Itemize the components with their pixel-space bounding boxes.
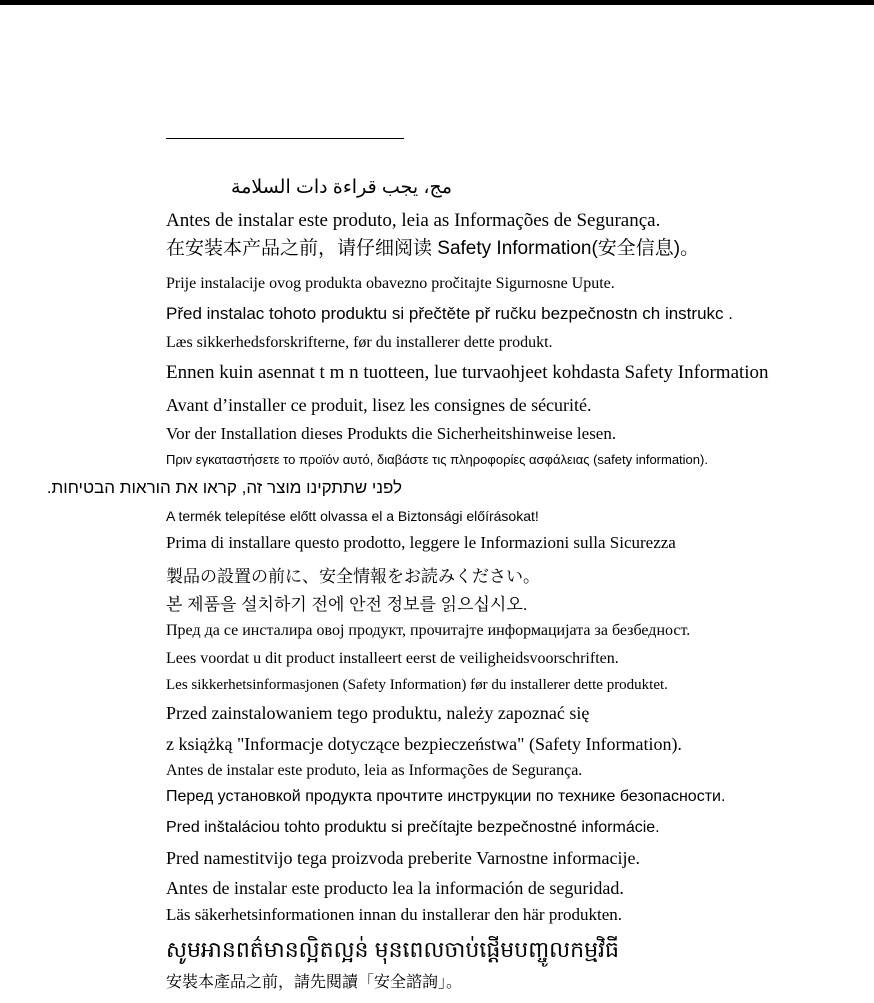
safety-line-croatian: Prije instalacije ovog produkta obavezno pročitajte Sigurnosne Upute.	[166, 275, 615, 292]
safety-line-portuguese: Antes de instalar este produto, leia as Informações de Segurança.	[166, 762, 583, 779]
safety-line-dutch: Lees voordat u dit product installeert eerst de veiligheidsvoorschriften.	[166, 650, 619, 667]
safety-line-swedish: Läs säkerhetsinformationen innan du installerar den här produkten.	[166, 905, 623, 924]
safety-line-spanish: Antes de instalar este producto lea la información de seguridad.	[166, 878, 624, 898]
section-rule	[166, 138, 404, 139]
safety-line-slovak: Pred inštaláciou tohto produktu si prečítajte bezpečnostné informácie.	[166, 819, 660, 836]
safety-line-norwegian: Les sikkerhetsinformasjonen (Safety Information) før du installerer dette produktet.	[166, 677, 668, 693]
safety-line-greek: Πριν εγκαταστήσετε το προϊόν αυτό, διαβάστε τις πληροφορίες ασφάλειας (safety information).	[166, 452, 708, 467]
safety-line-polish-line-1: Przed zainstalowaniem tego produktu, należy zapoznać się	[166, 703, 590, 723]
safety-line-italian: Prima di installare questo prodotto, leggere le Informazioni sulla Sicurezza	[166, 533, 676, 552]
safety-line-german: Vor der Installation dieses Produkts die Sicherheitshinweise lesen.	[166, 424, 617, 443]
safety-line-czech: Před instalac tohoto produktu si přečtěte př ručku bezpečnostn ch instrukc .	[166, 304, 733, 323]
safety-line-hungarian: A termék telepítése előtt olvassa el a Biztonsági előírásokat!	[166, 508, 539, 524]
top-rule	[0, 0, 874, 5]
safety-line-danish: Læs sikkerhedsforskrifterne, før du installerer dette produkt.	[166, 334, 553, 351]
safety-line-slovenian: Pred namestitvijo tega proizvoda preberite Varnostne informacije.	[166, 848, 641, 868]
safety-line-french: Avant d’installer ce produit, lisez les consignes de sécurité.	[166, 395, 592, 415]
safety-line-khmer: សូមអានពត៌មានល្អិតល្អន់ មុនពេលចាប់ផ្តើមបញ្ចូលកម្មវិធី	[166, 937, 619, 962]
safety-line-finnish: Ennen kuin asennat t m n tuotteen, lue turvaohjeet kohdasta Safety Information	[166, 362, 769, 383]
safety-line-chinese-simplified: 在安装本产品之前，请仔细阅读 Safety Information(安全信息)。	[166, 238, 700, 259]
safety-line-portuguese-brazil: Antes de instalar este produto, leia as Informações de Segurança.	[166, 210, 661, 231]
safety-line-arabic: مج، يجب قراءة دات السلامة	[231, 177, 452, 198]
safety-line-korean: 본 제품을 설치하기 전에 안전 정보를 읽으십시오.	[166, 595, 528, 614]
safety-line-russian: Перед установкой продукта прочтите инструкции по технике безопасности.	[166, 788, 726, 805]
safety-line-polish-line-2: z książką "Informacje dotyczące bezpieczeństwa" (Safety Information).	[166, 734, 682, 754]
safety-line-japanese: 製品の設置の前に、安全情報をお読みください。	[166, 567, 540, 586]
safety-line-hebrew: לפני שתתקינו מוצר זה, קראו את הוראות הבטיחות.	[46, 478, 402, 497]
safety-line-macedonian: Пред да се инсталира овој продукт, прочитајте информацијата за безбедност.	[166, 622, 691, 639]
safety-line-chinese-traditional: 安裝本產品之前，請先閱讀「安全諮詢」。	[166, 974, 463, 991]
